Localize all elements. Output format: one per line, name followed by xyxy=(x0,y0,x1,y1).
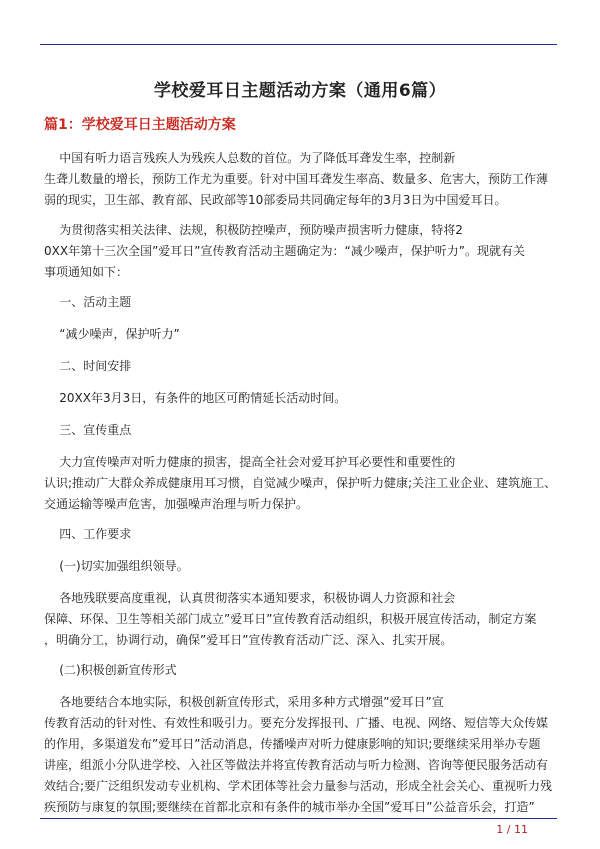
paragraph xyxy=(44,324,180,345)
text-line: 各地要结合本地实际，积极创新宣传形式，采用多种方式增强”爱耳日”宣 xyxy=(44,695,444,709)
paragraph xyxy=(44,660,177,681)
document-title: 学校爱耳日主题活动方案（通用6篇） xyxy=(153,81,447,101)
header-rule xyxy=(40,44,557,45)
paragraph xyxy=(44,588,536,651)
text-line: ，明确分工，协调行动，确保”爱耳日”宣传教育活动广泛、深入、扎实开展。 xyxy=(44,633,453,647)
paragraph xyxy=(44,556,189,577)
text-line: 0XX年第十三次全国”爱耳日”宣传教育活动主题确定为：“减少噪声，保护听力”。现就有关 xyxy=(44,244,525,258)
text-line: 的作用，多渠道发布”爱耳日”活动消息，传播噪声对听力健康影响的知识;要继续采用举办专题 xyxy=(44,737,541,751)
text-line: 弱的现实，卫生部、教育部、民政部等10部委局共同确定每年的3月3日为中国爱耳日。 xyxy=(44,193,507,207)
text-line: 保障、环保、卫生等相关部门成立”爱耳日”宣传教育活动组织，积极开展宣传活动，制定方案 xyxy=(44,612,537,626)
text-line: 一、活动主题 xyxy=(44,295,132,309)
footer-rule xyxy=(40,818,557,819)
paragraph xyxy=(44,524,131,545)
text-line: 中国有听力语言残疾人为残疾人总数的首位。为了降低耳聋发生率，控制新 xyxy=(44,151,456,165)
paragraph xyxy=(44,420,131,441)
paragraph xyxy=(44,692,552,818)
text-line: 效结合;要广泛组织发动专业机构、学术团体等社会力量参与活动，形成全社会关心、重视听力残 xyxy=(44,779,553,793)
text-line: 各地残联要高度重视，认真贯彻落实本通知要求，积极协调人力资源和社会 xyxy=(44,591,456,605)
text-line: 事项通知如下： xyxy=(44,265,129,279)
text-line: 疾预防与康复的氛围;要继续在首都北京和有条件的城市举办全国”爱耳日”公益音乐会，打造” xyxy=(44,800,535,814)
text-line: 三、宣传重点 xyxy=(44,423,132,437)
text-line: “减少噪声，保护听力” xyxy=(44,327,180,341)
text-line: (一)切实加强组织领导。 xyxy=(44,559,189,573)
paragraph xyxy=(44,356,131,377)
text-line: 认识;推动广大群众养成健康用耳习惯，自觉减少噪声，保护听力健康;关注工业企业、建筑施工、 xyxy=(44,476,557,490)
section-heading: 篇1：学校爱耳日主题活动方案 xyxy=(44,117,236,133)
text-line: 20XX年3月3日，有条件的地区可酌情延长活动时间。 xyxy=(44,391,347,405)
text-line: 四、工作要求 xyxy=(44,527,132,541)
text-line: 为贯彻落实相关法律、法规，积极防控噪声，预防噪声损害听力健康，特将2 xyxy=(44,223,463,237)
text-line: 交通运输等噪声危害，加强噪声治理与听力保护。 xyxy=(44,497,309,511)
text-line: 生聋儿数量的增长，预防工作尤为重要。针对中国耳聋发生率高、数量多、危害大，预防工作薄 xyxy=(44,172,549,186)
paragraph xyxy=(44,220,525,283)
text-line: 讲座，组派小分队进学校、入社区等做法并将宣传教育活动与听力检测、咨询等便民服务活动有 xyxy=(44,758,549,772)
paragraph xyxy=(44,452,556,515)
paragraph xyxy=(44,388,346,409)
text-line: 二、时间安排 xyxy=(44,359,132,373)
paragraph xyxy=(44,292,131,313)
text-line: (二)积极创新宣传形式 xyxy=(44,663,177,677)
paragraph xyxy=(44,148,548,211)
text-line: 传教育活动的针对性、有效性和吸引力。要充分发挥报刊、广播、电视、网络、短信等大众传媒 xyxy=(44,716,549,730)
text-line: 大力宣传噪声对听力健康的损害，提高全社会对爱耳护耳必要性和重要性的 xyxy=(44,455,456,469)
page-number: 1 / 11 xyxy=(496,823,528,836)
